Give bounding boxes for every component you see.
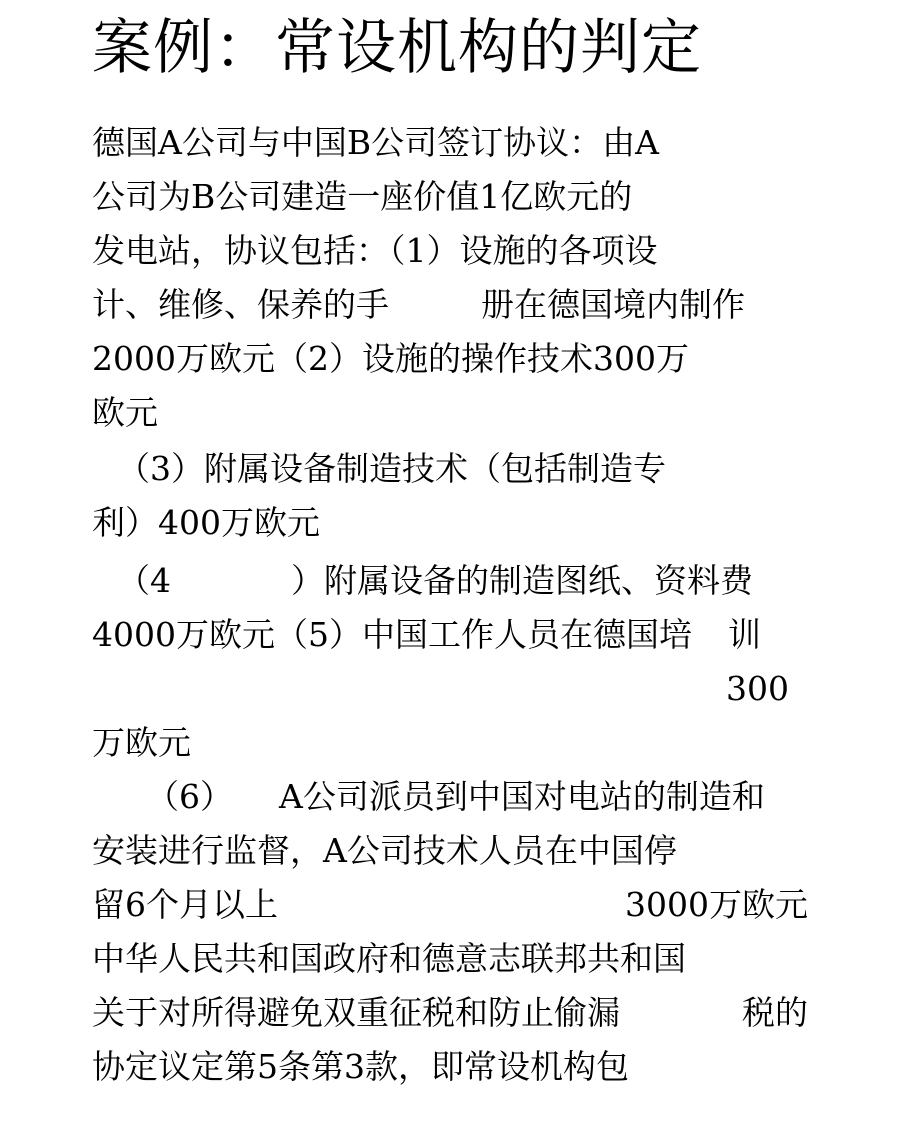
text-line-14: 安装进行监督，A公司技术人员在中国停 <box>92 831 677 870</box>
text-line-5: 2000万欧元（2）设施的操作技术300万 <box>92 339 689 378</box>
text-line-1: 德国A公司与中国B公司签订协议：由A <box>92 123 659 162</box>
text-line-13 <box>146 777 765 817</box>
text-line-15-part-a: 留6个月以上 <box>92 885 278 924</box>
text-line-4-part-b: 册在德国境内制作 <box>481 285 745 324</box>
text-line-3: 发电站，协议包括：（1）设施的各项设 <box>92 231 658 270</box>
text-line-10 <box>92 615 761 655</box>
text-line-9-part-b: ）附属设备的制造图纸、资料费 <box>291 561 753 600</box>
text-line-4 <box>92 285 745 325</box>
text-line-4-part-a: 计、维修、保养的手 <box>92 285 389 324</box>
text-line-17-part-b: 税的 <box>742 993 808 1032</box>
text-line-10-part-a: 4000万欧元（5）中国工作人员在德国培 <box>92 615 692 654</box>
page-title: 案例：常设机构的判定 <box>92 13 702 83</box>
text-line-13-part-b: A公司派员到中国对电站的制造和 <box>279 777 765 816</box>
text-line-12: 万欧元 <box>92 723 191 762</box>
text-line-11: 300 <box>726 669 789 708</box>
text-line-8: 利）400万欧元 <box>92 503 320 542</box>
text-line-9 <box>117 561 753 601</box>
text-line-15 <box>92 885 808 925</box>
text-line-10-part-b: 训 <box>727 615 761 654</box>
text-line-17 <box>92 993 808 1033</box>
text-line-2: 公司为B公司建造一座价值1亿欧元的 <box>92 177 633 216</box>
text-line-17-part-a: 关于对所得避免双重征税和防止偷漏 <box>92 993 620 1032</box>
text-line-13-part-a: （6） <box>146 777 233 816</box>
text-line-18: 协定议定第5条第3款，即常设机构包 <box>92 1047 629 1086</box>
text-line-6: 欧元 <box>92 393 158 432</box>
text-line-9-part-a: （4 <box>117 561 171 600</box>
text-line-16: 中华人民共和国政府和德意志联邦共和国 <box>92 939 686 978</box>
text-line-15-part-b: 3000万欧元 <box>625 885 808 924</box>
text-line-7: （3）附属设备制造技术（包括制造专 <box>117 449 666 488</box>
